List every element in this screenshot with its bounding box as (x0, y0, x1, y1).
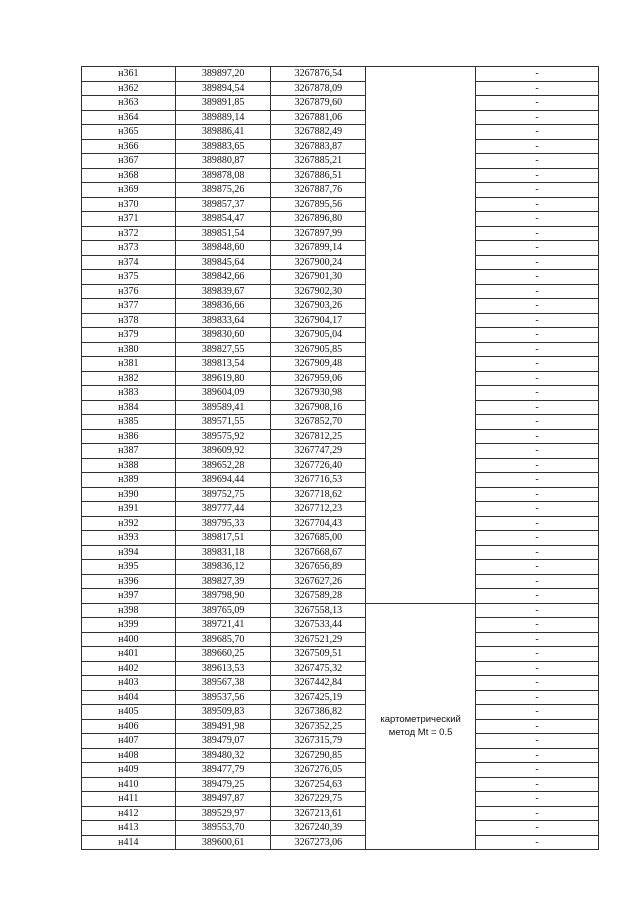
x-coordinate-cell: 389604,09 (175, 386, 271, 401)
x-coordinate-cell: 389721,41 (175, 618, 271, 633)
point-name-cell: н362 (82, 81, 176, 96)
x-coordinate-cell: 389765,09 (175, 603, 271, 618)
note-cell: - (476, 777, 599, 792)
note-cell: - (476, 473, 599, 488)
y-coordinate-cell: 3267879,60 (271, 96, 366, 111)
table-row (82, 371, 599, 386)
y-coordinate-cell: 3267718,62 (271, 487, 366, 502)
x-coordinate-cell: 389880,87 (175, 154, 271, 169)
y-coordinate-cell: 3267930,98 (271, 386, 366, 401)
point-name-cell: н399 (82, 618, 176, 633)
note-cell: - (476, 139, 599, 154)
note-cell: - (476, 81, 599, 96)
note-cell: - (476, 226, 599, 241)
note-cell: - (476, 183, 599, 198)
point-name-cell: н396 (82, 574, 176, 589)
x-coordinate-cell: 389600,61 (175, 835, 271, 850)
coordinates-table-body (82, 67, 599, 850)
note-cell: - (476, 690, 599, 705)
table-row (82, 618, 599, 633)
table-row (82, 458, 599, 473)
point-name-cell: н401 (82, 647, 176, 662)
table-row (82, 386, 599, 401)
table-row (82, 545, 599, 560)
x-coordinate-cell: 389685,70 (175, 632, 271, 647)
table-row (82, 777, 599, 792)
y-coordinate-cell: 3267685,00 (271, 531, 366, 546)
y-coordinate-cell: 3267901,30 (271, 270, 366, 285)
table-row (82, 574, 599, 589)
x-coordinate-cell: 389752,75 (175, 487, 271, 502)
x-coordinate-cell: 389889,14 (175, 110, 271, 125)
point-name-cell: н409 (82, 763, 176, 778)
note-cell: - (476, 835, 599, 850)
x-coordinate-cell: 389831,18 (175, 545, 271, 560)
y-coordinate-cell: 3267905,04 (271, 328, 366, 343)
x-coordinate-cell: 389836,66 (175, 299, 271, 314)
table-row (82, 81, 599, 96)
point-name-cell: н382 (82, 371, 176, 386)
point-name-cell: н395 (82, 560, 176, 575)
y-coordinate-cell: 3267656,89 (271, 560, 366, 575)
point-name-cell: н370 (82, 197, 176, 212)
point-name-cell: н368 (82, 168, 176, 183)
table-row (82, 415, 599, 430)
y-coordinate-cell: 3267276,05 (271, 763, 366, 778)
point-name-cell: н377 (82, 299, 176, 314)
point-name-cell: н413 (82, 821, 176, 836)
x-coordinate-cell: 389851,54 (175, 226, 271, 241)
table-row (82, 719, 599, 734)
table-row (82, 226, 599, 241)
y-coordinate-cell: 3267878,09 (271, 81, 366, 96)
note-cell: - (476, 676, 599, 691)
note-cell: - (476, 545, 599, 560)
y-coordinate-cell: 3267896,80 (271, 212, 366, 227)
x-coordinate-cell: 389795,33 (175, 516, 271, 531)
x-coordinate-cell: 389891,85 (175, 96, 271, 111)
point-name-cell: н385 (82, 415, 176, 430)
table-row (82, 429, 599, 444)
point-name-cell: н375 (82, 270, 176, 285)
y-coordinate-cell: 3267229,75 (271, 792, 366, 807)
x-coordinate-cell: 389883,65 (175, 139, 271, 154)
y-coordinate-cell: 3267509,51 (271, 647, 366, 662)
note-cell: - (476, 618, 599, 633)
note-cell: - (476, 792, 599, 807)
table-row (82, 284, 599, 299)
note-cell: - (476, 299, 599, 314)
note-cell: - (476, 632, 599, 647)
table-row (82, 400, 599, 415)
point-name-cell: н403 (82, 676, 176, 691)
x-coordinate-cell: 389480,32 (175, 748, 271, 763)
note-cell: - (476, 415, 599, 430)
point-name-cell: н372 (82, 226, 176, 241)
table-row (82, 647, 599, 662)
point-name-cell: н404 (82, 690, 176, 705)
y-coordinate-cell: 3267558,13 (271, 603, 366, 618)
point-name-cell: н380 (82, 342, 176, 357)
y-coordinate-cell: 3267885,21 (271, 154, 366, 169)
note-cell: - (476, 748, 599, 763)
y-coordinate-cell: 3267899,14 (271, 241, 366, 256)
x-coordinate-cell: 389575,92 (175, 429, 271, 444)
note-cell: - (476, 589, 599, 604)
point-name-cell: н388 (82, 458, 176, 473)
y-coordinate-cell: 3267909,48 (271, 357, 366, 372)
note-cell: - (476, 168, 599, 183)
note-cell: - (476, 284, 599, 299)
x-coordinate-cell: 389537,56 (175, 690, 271, 705)
x-coordinate-cell: 389857,37 (175, 197, 271, 212)
y-coordinate-cell: 3267959,06 (271, 371, 366, 386)
table-row (82, 328, 599, 343)
point-name-cell: н412 (82, 806, 176, 821)
x-coordinate-cell: 389553,70 (175, 821, 271, 836)
note-cell: - (476, 502, 599, 517)
y-coordinate-cell: 3267902,30 (271, 284, 366, 299)
x-coordinate-cell: 389694,44 (175, 473, 271, 488)
table-row (82, 603, 599, 618)
note-cell: - (476, 400, 599, 415)
y-coordinate-cell: 3267589,28 (271, 589, 366, 604)
y-coordinate-cell: 3267533,44 (271, 618, 366, 633)
table-row (82, 197, 599, 212)
table-row (82, 632, 599, 647)
table-row (82, 531, 599, 546)
note-cell: - (476, 313, 599, 328)
point-name-cell: н393 (82, 531, 176, 546)
y-coordinate-cell: 3267900,24 (271, 255, 366, 270)
y-coordinate-cell: 3267254,63 (271, 777, 366, 792)
table-row (82, 313, 599, 328)
table-row (82, 67, 599, 82)
point-name-cell: н398 (82, 603, 176, 618)
note-cell: - (476, 197, 599, 212)
table-row (82, 299, 599, 314)
table-row (82, 835, 599, 850)
note-cell: - (476, 763, 599, 778)
x-coordinate-cell: 389836,12 (175, 560, 271, 575)
x-coordinate-cell: 389777,44 (175, 502, 271, 517)
y-coordinate-cell: 3267627,26 (271, 574, 366, 589)
point-name-cell: н386 (82, 429, 176, 444)
x-coordinate-cell: 389886,41 (175, 125, 271, 140)
y-coordinate-cell: 3267475,32 (271, 661, 366, 676)
table-row (82, 560, 599, 575)
y-coordinate-cell: 3267903,26 (271, 299, 366, 314)
table-row (82, 212, 599, 227)
x-coordinate-cell: 389660,25 (175, 647, 271, 662)
note-cell: - (476, 574, 599, 589)
x-coordinate-cell: 389497,87 (175, 792, 271, 807)
note-cell: - (476, 67, 599, 82)
point-name-cell: н378 (82, 313, 176, 328)
point-name-cell: н402 (82, 661, 176, 676)
point-name-cell: н384 (82, 400, 176, 415)
table-row (82, 357, 599, 372)
point-name-cell: н365 (82, 125, 176, 140)
x-coordinate-cell: 389848,60 (175, 241, 271, 256)
y-coordinate-cell: 3267425,19 (271, 690, 366, 705)
x-coordinate-cell: 389509,83 (175, 705, 271, 720)
table-row (82, 444, 599, 459)
coordinates-table (81, 66, 599, 850)
x-coordinate-cell: 389827,39 (175, 574, 271, 589)
y-coordinate-cell: 3267881,06 (271, 110, 366, 125)
note-cell: - (476, 371, 599, 386)
point-name-cell: н389 (82, 473, 176, 488)
y-coordinate-cell: 3267240,39 (271, 821, 366, 836)
table-row (82, 734, 599, 749)
table-row (82, 342, 599, 357)
table-row (82, 270, 599, 285)
table-row (82, 676, 599, 691)
point-name-cell: н374 (82, 255, 176, 270)
y-coordinate-cell: 3267812,25 (271, 429, 366, 444)
y-coordinate-cell: 3267876,54 (271, 67, 366, 82)
point-name-cell: н369 (82, 183, 176, 198)
y-coordinate-cell: 3267747,29 (271, 444, 366, 459)
point-name-cell: н381 (82, 357, 176, 372)
point-name-cell: н390 (82, 487, 176, 502)
y-coordinate-cell: 3267716,53 (271, 473, 366, 488)
y-coordinate-cell: 3267852,70 (271, 415, 366, 430)
y-coordinate-cell: 3267886,51 (271, 168, 366, 183)
x-coordinate-cell: 389830,60 (175, 328, 271, 343)
note-cell: - (476, 806, 599, 821)
point-name-cell: н411 (82, 792, 176, 807)
table-row (82, 690, 599, 705)
table-row (82, 168, 599, 183)
table-row (82, 516, 599, 531)
point-name-cell: н363 (82, 96, 176, 111)
y-coordinate-cell: 3267897,99 (271, 226, 366, 241)
x-coordinate-cell: 389619,80 (175, 371, 271, 386)
x-coordinate-cell: 389652,28 (175, 458, 271, 473)
note-cell: - (476, 328, 599, 343)
x-coordinate-cell: 389833,64 (175, 313, 271, 328)
point-name-cell: н400 (82, 632, 176, 647)
y-coordinate-cell: 3267908,16 (271, 400, 366, 415)
y-coordinate-cell: 3267905,85 (271, 342, 366, 357)
point-name-cell: н373 (82, 241, 176, 256)
y-coordinate-cell: 3267213,61 (271, 806, 366, 821)
x-coordinate-cell: 389609,92 (175, 444, 271, 459)
x-coordinate-cell: 389827,55 (175, 342, 271, 357)
table-row (82, 183, 599, 198)
point-name-cell: н394 (82, 545, 176, 560)
table-row (82, 473, 599, 488)
y-coordinate-cell: 3267904,17 (271, 313, 366, 328)
table-row (82, 139, 599, 154)
note-cell: - (476, 821, 599, 836)
table-row (82, 241, 599, 256)
x-coordinate-cell: 389571,55 (175, 415, 271, 430)
note-cell: - (476, 270, 599, 285)
note-cell: - (476, 647, 599, 662)
y-coordinate-cell: 3267352,25 (271, 719, 366, 734)
note-cell: - (476, 719, 599, 734)
x-coordinate-cell: 389491,98 (175, 719, 271, 734)
table-row (82, 502, 599, 517)
note-cell: - (476, 357, 599, 372)
x-coordinate-cell: 389613,53 (175, 661, 271, 676)
point-name-cell: н414 (82, 835, 176, 850)
x-coordinate-cell: 389813,54 (175, 357, 271, 372)
note-cell: - (476, 531, 599, 546)
table-row (82, 821, 599, 836)
point-name-cell: н397 (82, 589, 176, 604)
y-coordinate-cell: 3267668,67 (271, 545, 366, 560)
note-cell: - (476, 110, 599, 125)
point-name-cell: н361 (82, 67, 176, 82)
table-row (82, 661, 599, 676)
note-cell: - (476, 661, 599, 676)
note-cell: - (476, 255, 599, 270)
note-cell: - (476, 386, 599, 401)
y-coordinate-cell: 3267887,76 (271, 183, 366, 198)
note-cell: - (476, 603, 599, 618)
point-name-cell: н379 (82, 328, 176, 343)
table-row (82, 705, 599, 720)
point-name-cell: н387 (82, 444, 176, 459)
x-coordinate-cell: 389589,41 (175, 400, 271, 415)
table-row (82, 125, 599, 140)
x-coordinate-cell: 389897,20 (175, 67, 271, 82)
x-coordinate-cell: 389479,25 (175, 777, 271, 792)
table-row (82, 255, 599, 270)
y-coordinate-cell: 3267521,29 (271, 632, 366, 647)
x-coordinate-cell: 389878,08 (175, 168, 271, 183)
point-name-cell: н364 (82, 110, 176, 125)
y-coordinate-cell: 3267273,06 (271, 835, 366, 850)
note-cell: - (476, 516, 599, 531)
note-cell: - (476, 342, 599, 357)
y-coordinate-cell: 3267882,49 (271, 125, 366, 140)
table-row (82, 154, 599, 169)
table-row (82, 96, 599, 111)
method-cell-empty (366, 67, 476, 604)
coordinates-document (81, 66, 599, 850)
note-cell: - (476, 96, 599, 111)
note-cell: - (476, 154, 599, 169)
table-row (82, 763, 599, 778)
point-name-cell: н407 (82, 734, 176, 749)
table-row (82, 748, 599, 763)
y-coordinate-cell: 3267712,23 (271, 502, 366, 517)
table-row (82, 792, 599, 807)
note-cell: - (476, 734, 599, 749)
x-coordinate-cell: 389529,97 (175, 806, 271, 821)
point-name-cell: н408 (82, 748, 176, 763)
note-cell: - (476, 241, 599, 256)
point-name-cell: н410 (82, 777, 176, 792)
y-coordinate-cell: 3267442,84 (271, 676, 366, 691)
method-cell: картометрический метод Mt = 0.5 (366, 603, 476, 850)
note-cell: - (476, 444, 599, 459)
point-name-cell: н371 (82, 212, 176, 227)
y-coordinate-cell: 3267883,87 (271, 139, 366, 154)
x-coordinate-cell: 389842,66 (175, 270, 271, 285)
x-coordinate-cell: 389875,26 (175, 183, 271, 198)
note-cell: - (476, 212, 599, 227)
point-name-cell: н383 (82, 386, 176, 401)
note-cell: - (476, 458, 599, 473)
note-cell: - (476, 125, 599, 140)
x-coordinate-cell: 389817,51 (175, 531, 271, 546)
x-coordinate-cell: 389567,38 (175, 676, 271, 691)
point-name-cell: н391 (82, 502, 176, 517)
point-name-cell: н406 (82, 719, 176, 734)
note-cell: - (476, 560, 599, 575)
point-name-cell: н376 (82, 284, 176, 299)
table-row (82, 487, 599, 502)
y-coordinate-cell: 3267895,56 (271, 197, 366, 212)
x-coordinate-cell: 389894,54 (175, 81, 271, 96)
y-coordinate-cell: 3267726,40 (271, 458, 366, 473)
x-coordinate-cell: 389854,47 (175, 212, 271, 227)
note-cell: - (476, 429, 599, 444)
table-row (82, 589, 599, 604)
y-coordinate-cell: 3267704,43 (271, 516, 366, 531)
note-cell: - (476, 705, 599, 720)
x-coordinate-cell: 389839,67 (175, 284, 271, 299)
point-name-cell: н405 (82, 705, 176, 720)
point-name-cell: н392 (82, 516, 176, 531)
point-name-cell: н367 (82, 154, 176, 169)
y-coordinate-cell: 3267386,82 (271, 705, 366, 720)
x-coordinate-cell: 389477,79 (175, 763, 271, 778)
table-row (82, 110, 599, 125)
x-coordinate-cell: 389798,90 (175, 589, 271, 604)
point-name-cell: н366 (82, 139, 176, 154)
note-cell: - (476, 487, 599, 502)
y-coordinate-cell: 3267315,79 (271, 734, 366, 749)
y-coordinate-cell: 3267290,85 (271, 748, 366, 763)
x-coordinate-cell: 389479,07 (175, 734, 271, 749)
table-row (82, 806, 599, 821)
x-coordinate-cell: 389845,64 (175, 255, 271, 270)
